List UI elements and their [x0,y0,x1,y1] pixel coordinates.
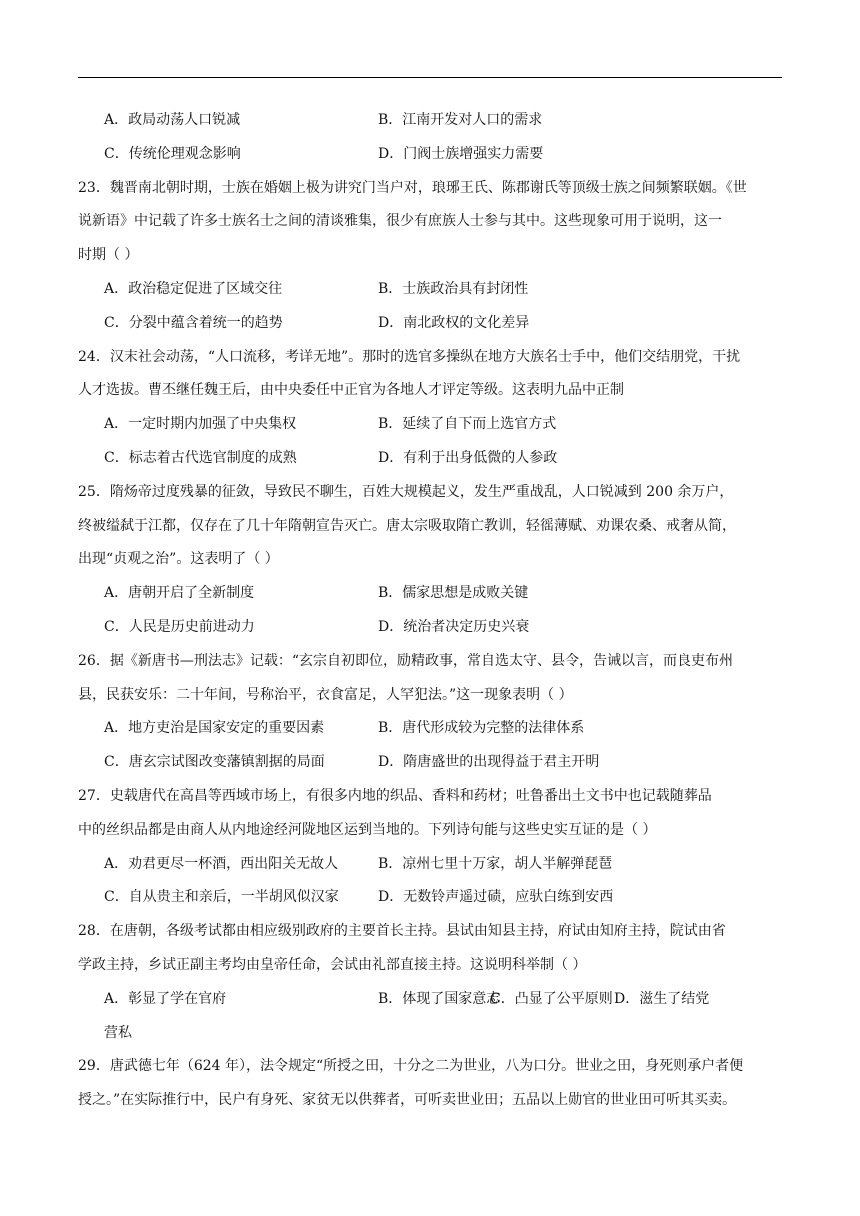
option-c: C．唐玄宗试图改变藩镇割据的局面 [104,754,325,771]
option-d: D．门阀士族增强实力需要 [378,145,544,162]
option-d: D．滋生了结党 [614,990,710,1007]
question-stem-line: 时期（ ） [78,247,139,264]
option-a: A．地方吏治是国家安定的重要因素 [104,720,325,737]
question-23 [78,172,782,341]
question-stem-line: 24．汉末社会动荡，“人口流移，考详无地”。那时的选官多操纵在地方大族名士手中，他们交结朋党，干扰 [78,348,741,365]
option-b: B．唐代形成较为完整的法律体系 [378,720,585,737]
option-c: C．标志着古代选官制度的成熟 [104,449,297,466]
option-row [78,746,782,780]
option-c: C．人民是历史前进动力 [104,618,255,635]
question-stem-line: 终被缢弑于江都，仅存在了几十年隋朝宣告灭亡。唐太宗吸取隋亡教训，轻徭薄赋、劝课农桑、戒奢从简， [78,517,736,534]
option-row [78,881,782,915]
option-row [78,307,782,341]
option-a: A．政治稳定促进了区域交往 [104,280,283,297]
question-27 [78,780,782,915]
option-row [78,848,782,882]
question-content [78,104,782,1118]
question-stem-line: 28．在唐朝，各级考试都由相应级别政府的主要首长主持。县试由知县主持，府试由知府主持，院试由省 [78,923,726,940]
question-stem-line: 29．唐武德七年（624 年），法令规定“所授之田，十分之二为世业，八为口分。世业之田，身死则承户者便 [78,1058,744,1075]
question-stem-line: 26．据《新唐书—刑法志》记载：“玄宗自初即位，励精政事，常自选太守、县令，告诫以言，而良吏布州 [78,652,733,669]
option-row [78,577,782,611]
option-c: C．凸显了公平原则 [490,990,613,1007]
option-b: B．士族政治具有封闭性 [378,280,529,297]
question-stem-line: 中的丝织品都是由商人从内地途经河陇地区运到当地的。下列诗句能与这些史实互证的是（ ） [78,821,657,838]
question-28 [78,915,782,1050]
option-row [78,408,782,442]
question-stem-line: 23．魏晋南北朝时期，士族在婚姻上极为讲究门当户对，琅琊王氏、陈郡谢氏等顶级士族之间频繁联姻。《世 [78,179,747,196]
question-stem-line: 县，民获安乐：二十年间，号称治平，衣食富足，人罕犯法。”这一现象表明（ ） [78,686,573,703]
question-stem-line: 27．史载唐代在高昌等西域市场上，有很多内地的织品、香料和药材；吐鲁番出土文书中也记载随葬品 [78,787,712,804]
option-b: B．江南开发对人口的需求 [378,112,543,128]
option-row [78,712,782,746]
question-26 [78,645,782,780]
question-stem-line: 25．隋炀帝过度残暴的征敛，导致民不聊生，百姓大规模起义，发生严重战乱，人口锐减到 200 余万户， [78,483,734,500]
question-stem-line: 授之。”在实际推行中，民户有身死、家贫无以供葬者，可听卖世业田；五品以上勋官的世业田可听其买卖。 [78,1092,737,1109]
option-d: D．有利于出身低微的人参政 [378,449,558,466]
option-a: A．唐朝开启了全新制度 [104,585,255,602]
option-row [78,983,782,1017]
option-b: B．体现了国家意志 [378,990,501,1007]
option-d: D．无数铃声遥过碛，应驮白练到安西 [378,889,614,906]
question-stem-line: 人才选拔。曹丕继任魏王后，由中央委任中正官为各地人才评定等级。这表明九品中正制 [78,382,624,399]
option-b: B．儒家思想是成败关键 [378,585,529,602]
question-stem-line: 出现“贞观之治”。这表明了（ ） [78,551,279,568]
option-c: C．分裂中蕴含着统一的趋势 [104,314,283,331]
option-d: D．隋唐盛世的出现得益于君主开明 [378,754,600,771]
question-stem-line: 学政主持，乡试正副主考均由皇帝任命，会试由礼部直接主持。这说明科举制（ ） [78,956,587,973]
question-29 [78,1050,782,1118]
option-c: C．自从贵主和亲后，一半胡风似汉家 [104,889,339,906]
option-a: A．一定时期内加强了中央集权 [104,416,297,433]
option-b: B．凉州七里十万家，胡人半解弹琵琶 [378,855,613,872]
option-row [78,442,782,476]
header-rule [78,77,782,78]
option-row [78,273,782,307]
option-d-continuation: 营私 [104,1024,132,1041]
option-d: D．统治者决定历史兴衰 [378,618,530,635]
option-row [78,611,782,645]
option-a: A．彰显了学在官府 [104,990,227,1007]
option-b: B．延续了自下而上选官方式 [378,416,557,433]
option-row [78,138,782,172]
option-d: D．南北政权的文化差异 [378,314,530,331]
question-stem-line: 说新语》中记载了许多士族名士之间的清谈雅集，很少有庶族人士参与其中。这些现象可用于说明，这一 [78,213,722,230]
option-row [78,104,782,138]
question-25 [78,476,782,645]
option-a: A．劝君更尽一杯酒，西出阳关无故人 [104,855,339,872]
question-24 [78,341,782,476]
option-a: A．政局动荡人口锐减 [104,112,241,128]
option-c: C．传统伦理观念影响 [104,145,241,162]
